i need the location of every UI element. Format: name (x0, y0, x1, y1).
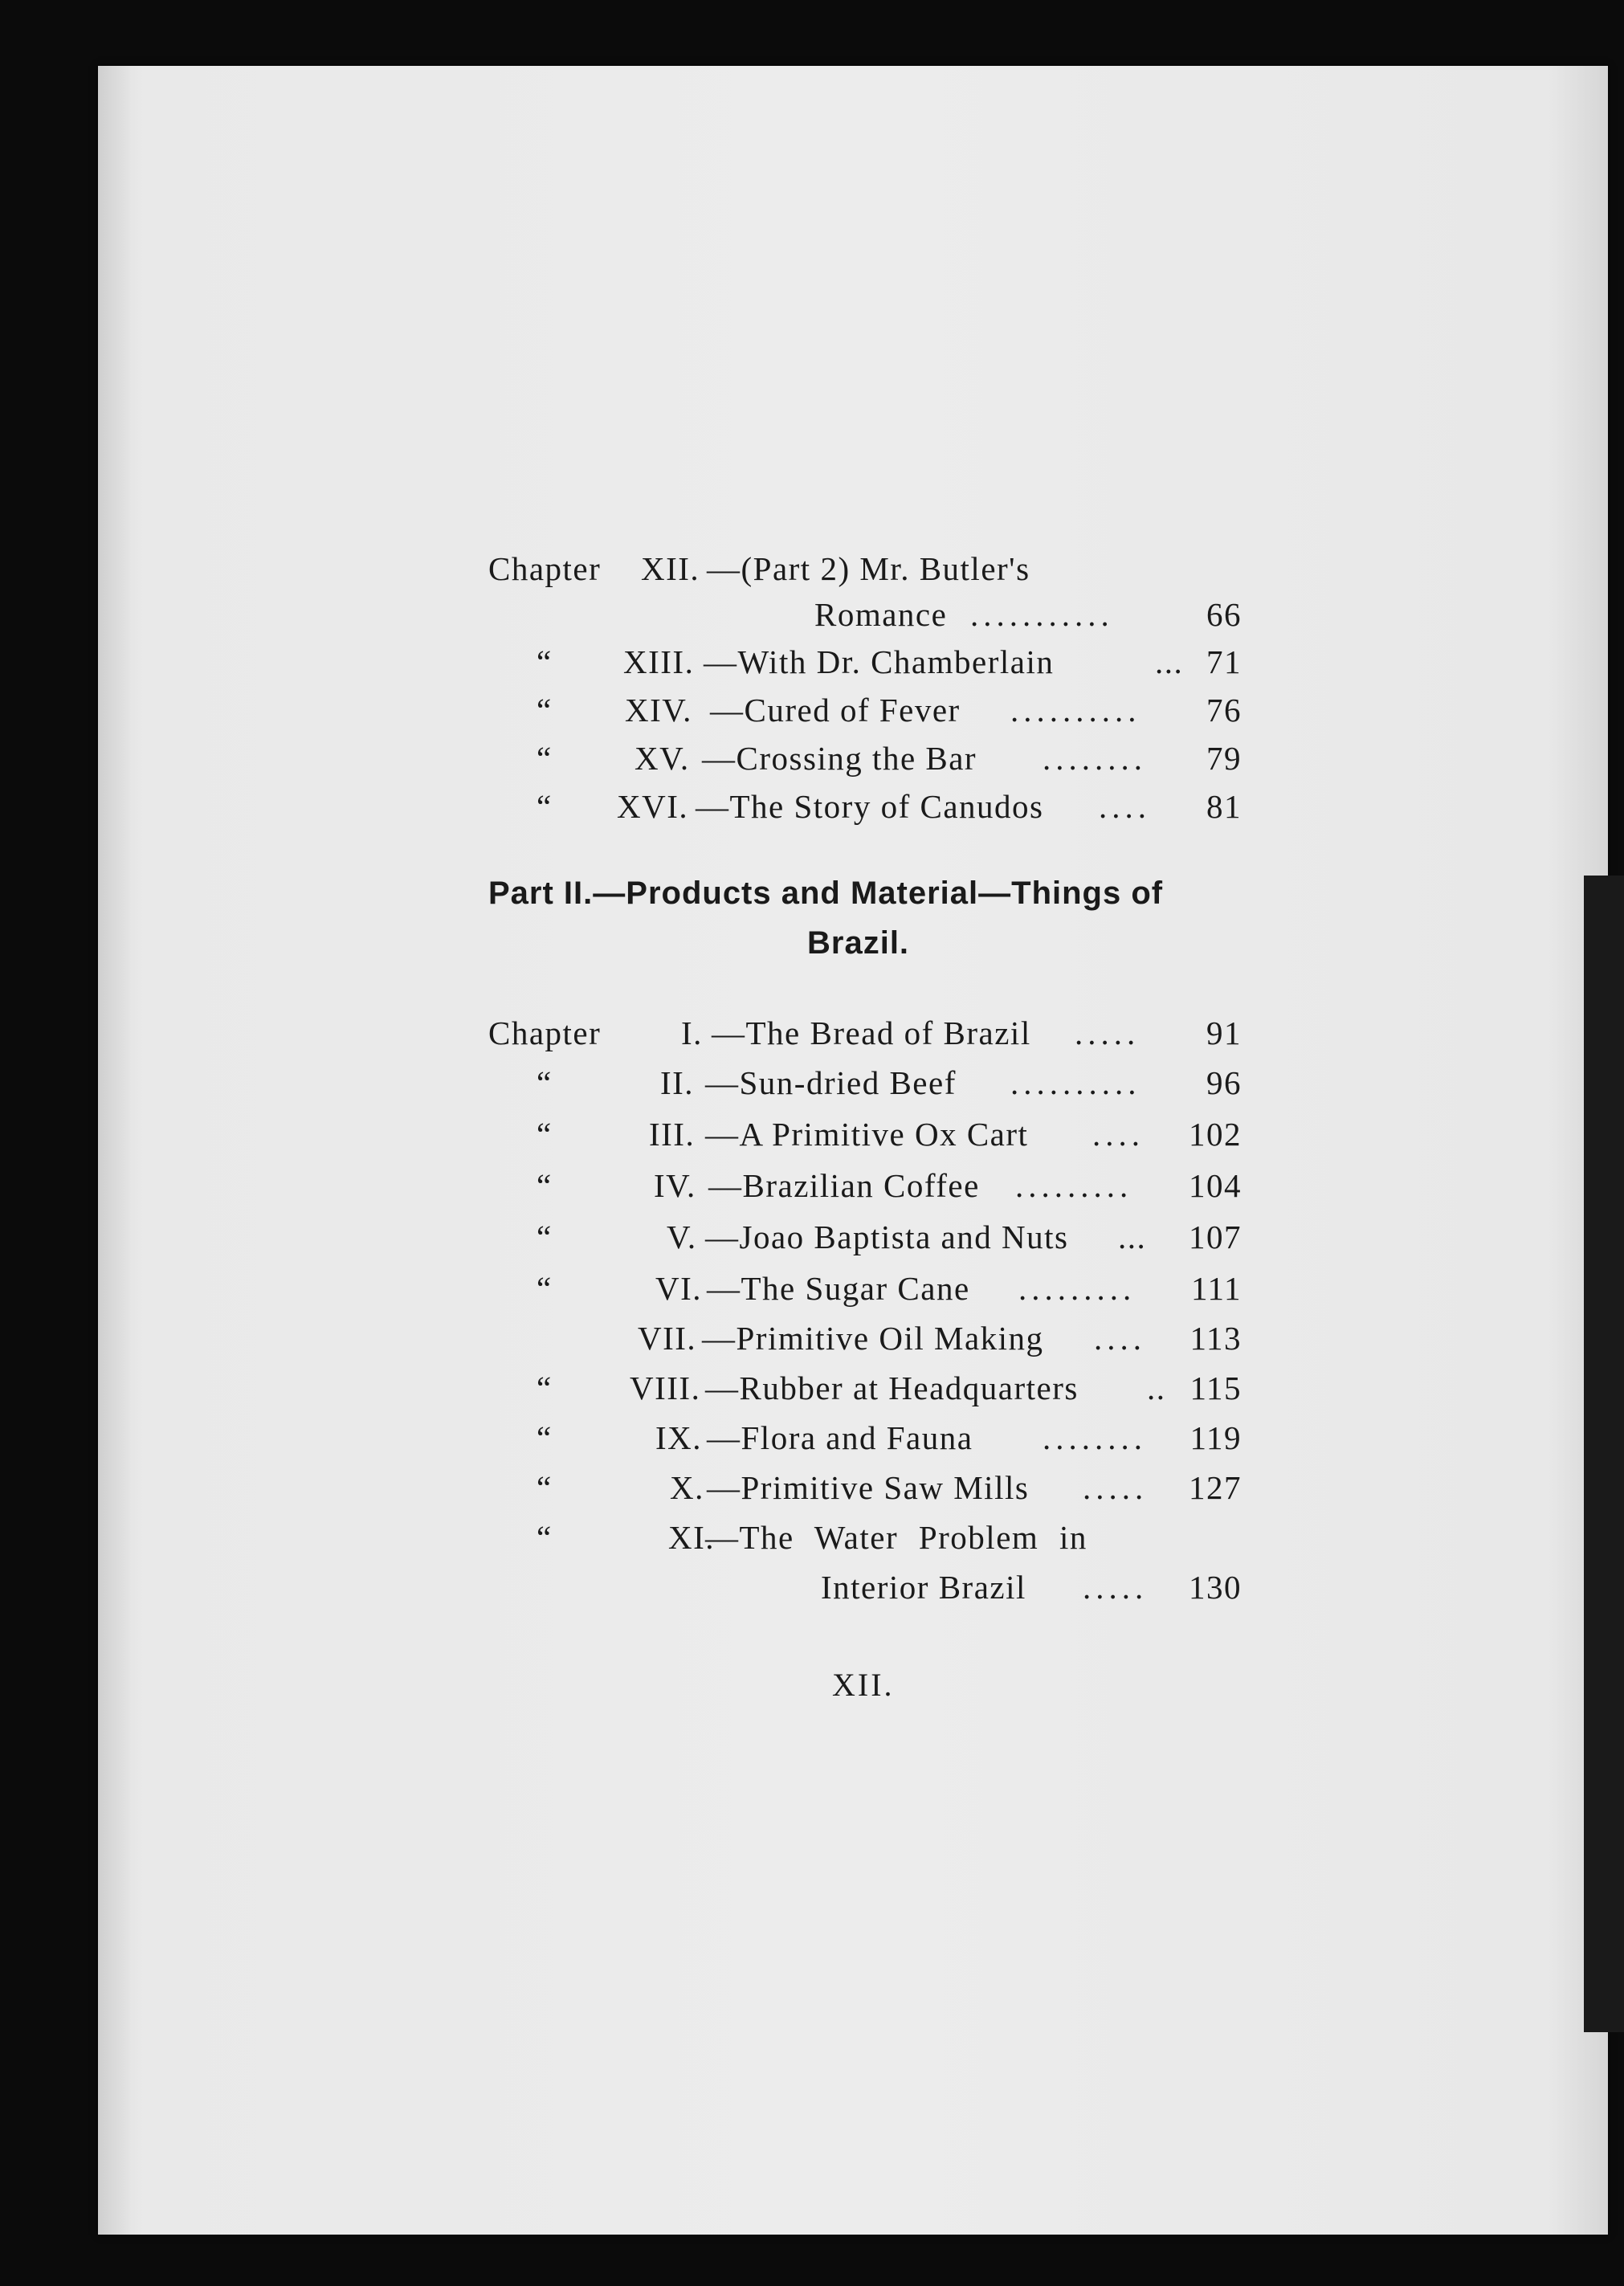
page-number: 115 (1189, 1370, 1242, 1406)
page-number: 104 (1189, 1167, 1242, 1204)
page-number: 113 (1189, 1320, 1242, 1357)
toc-entry: Chapter I. —The Bread of Brazil ..... 91 (488, 1014, 1242, 1051)
ditto-mark: “ (537, 788, 553, 825)
chapter-number: II. (660, 1064, 695, 1101)
page-number: 96 (1206, 1064, 1242, 1101)
chapter-number: XII. (641, 550, 700, 587)
chapter-title-continued: Romance (814, 596, 948, 633)
toc-entry: “ X. —Primitive Saw Mills ..... 127 (537, 1469, 1242, 1506)
toc-entry-continuation: Interior Brazil ..... 130 (821, 1569, 1242, 1606)
chapter-title-continued: Interior Brazil (821, 1569, 1026, 1606)
toc-entry: “ XV. —Crossing the Bar ........ 79 (537, 740, 1242, 777)
ditto-mark: “ (537, 1270, 553, 1307)
page-number: 130 (1189, 1569, 1242, 1606)
toc-entry: “ XIII. —With Dr. Chamberlain ... 71 (537, 643, 1242, 680)
toc-entry: “ IV. —Brazilian Coffee ......... 104 (537, 1167, 1242, 1204)
page-number: 102 (1189, 1116, 1242, 1153)
toc-entry: “ XVI. —The Story of Canudos .... 81 (537, 788, 1242, 825)
page-number: 91 (1206, 1014, 1242, 1051)
toc-entry: “ II. —Sun-dried Beef .......... 96 (537, 1064, 1242, 1101)
chapter-number: XV. (635, 740, 690, 777)
toc-entry: VII. —Primitive Oil Making .... 113 (638, 1320, 1242, 1357)
toc-entry: “ V. —Joao Baptista and Nuts ... 107 (537, 1219, 1242, 1255)
chapter-number: I. (681, 1014, 703, 1051)
chapter-title: —A Primitive Ox Cart (705, 1116, 1029, 1153)
chapter-number: VI. (655, 1270, 703, 1307)
chapter-title: —Joao Baptista and Nuts (705, 1219, 1069, 1255)
page-number: 66 (1206, 596, 1242, 633)
page-number: 81 (1206, 788, 1242, 825)
toc-entry (488, 1518, 1242, 1558)
page-number: 119 (1189, 1419, 1242, 1456)
chapter-title: —Sun-dried Beef (705, 1064, 957, 1101)
ditto-mark: “ (537, 1116, 553, 1153)
chapter-title: —Rubber at Headquarters (705, 1370, 1079, 1406)
chapter-title: —The Story of Canudos (696, 788, 1044, 825)
chapter-number: XIII. (623, 643, 695, 680)
ditto-mark: “ (537, 643, 553, 680)
ditto-mark: “ (537, 1064, 553, 1101)
ditto-mark: “ (537, 1519, 553, 1556)
ditto-mark: “ (537, 1469, 553, 1506)
chapter-number: VIII. (630, 1370, 701, 1406)
chapter-title: —Primitive Oil Making (702, 1320, 1044, 1357)
toc-entry: “ III. —A Primitive Ox Cart .... 102 (537, 1116, 1242, 1153)
chapter-title: —(Part 2) Mr. Butler's (707, 550, 1030, 587)
page-number: 127 (1189, 1469, 1242, 1506)
page-number: 76 (1206, 692, 1242, 729)
chapter-number: VII. (638, 1320, 697, 1357)
part-heading: Part II.—Products and Material—Things of (488, 876, 1164, 911)
ditto-mark: “ (537, 740, 553, 777)
chapter-title: —The Water Problem in (705, 1519, 1087, 1556)
chapter-title: —Cured of Fever (710, 692, 961, 729)
toc-entry: “ VI. —The Sugar Cane ......... 111 (537, 1270, 1242, 1307)
page-folio: XII. (832, 1667, 895, 1703)
toc-entry (488, 549, 1242, 590)
chapter-title: —Primitive Saw Mills (707, 1469, 1030, 1506)
scan-edge (1584, 876, 1624, 2032)
chapter-number: IX. (655, 1419, 703, 1456)
page-number: 79 (1206, 740, 1242, 777)
chapter-number: III. (649, 1116, 696, 1153)
chapter-number: X. (670, 1469, 704, 1506)
toc-entry-continuation: Romance ........... 66 (814, 596, 1242, 633)
ditto-mark: “ (537, 1370, 553, 1406)
ditto-mark: “ (537, 1419, 553, 1456)
toc-entry: “ VIII. —Rubber at Headquarters .. 115 (537, 1370, 1242, 1406)
chapter-title: —The Sugar Cane (707, 1270, 970, 1307)
toc-entry: “ XIV. —Cured of Fever .......... 76 (537, 692, 1242, 729)
part-heading-continued: Brazil. (807, 925, 910, 961)
chapter-number: V. (667, 1219, 697, 1255)
page-number: 107 (1189, 1219, 1242, 1255)
toc-entry: “ IX. —Flora and Fauna ........ 119 (537, 1419, 1242, 1456)
chapter-title: —With Dr. Chamberlain (704, 643, 1055, 680)
chapter-number: XVI. (617, 788, 689, 825)
chapter-number: IV. (654, 1167, 696, 1204)
chapter-title: —Crossing the Bar (702, 740, 977, 777)
ditto-mark: “ (537, 692, 553, 729)
chapter-title: —Flora and Fauna (707, 1419, 973, 1456)
chapter-label: Chapter (488, 1014, 602, 1051)
ditto-mark: “ (537, 1167, 553, 1204)
page-gutter (98, 66, 130, 2235)
page-number: 71 (1206, 643, 1242, 680)
chapter-label: Chapter (488, 550, 602, 587)
ditto-mark: “ (537, 1219, 553, 1255)
chapter-number: XI. (668, 1519, 716, 1556)
chapter-title: —Brazilian Coffee (708, 1167, 980, 1204)
chapter-title: —The Bread of Brazil (712, 1014, 1031, 1051)
page-number: 111 (1191, 1270, 1242, 1307)
chapter-number: XIV. (625, 692, 692, 729)
